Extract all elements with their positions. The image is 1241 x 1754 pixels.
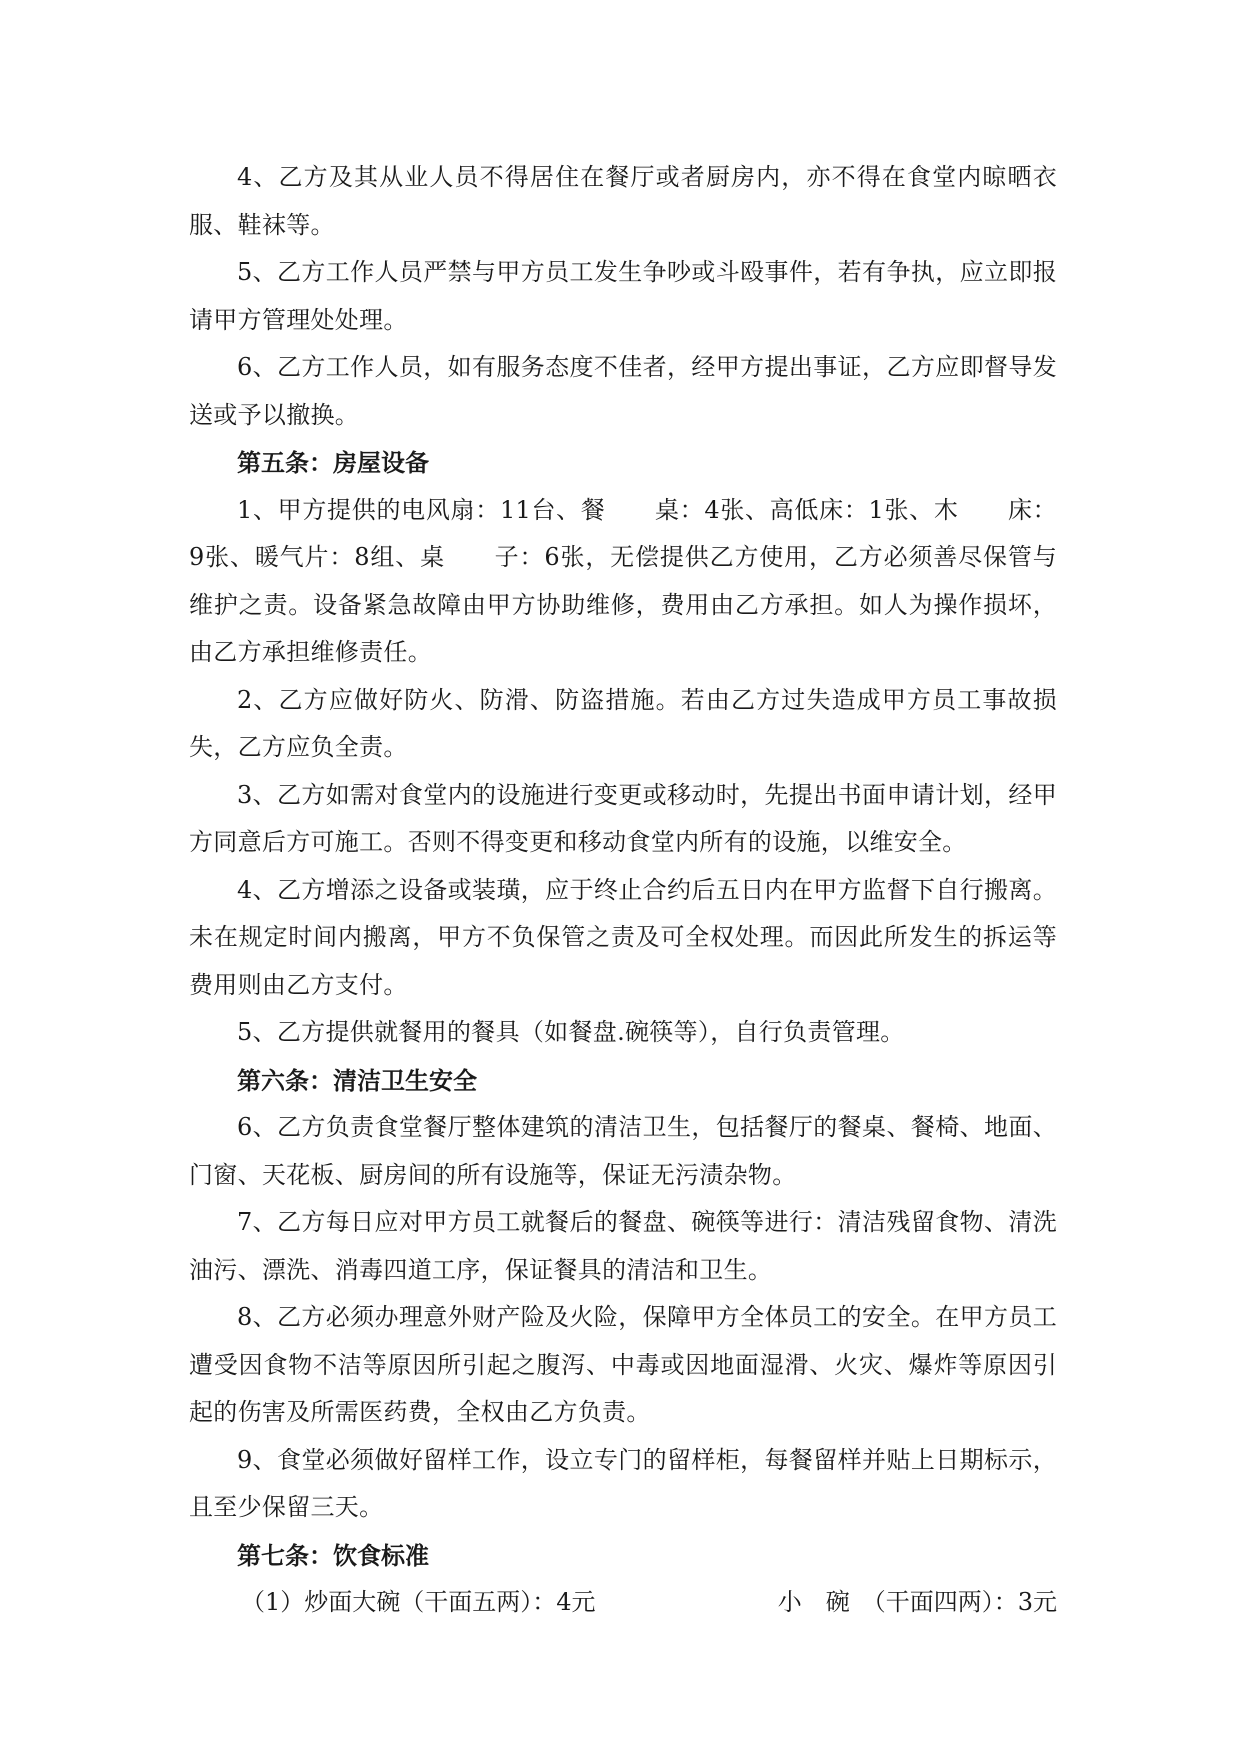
paragraph-4-residence: 4、乙方及其从业人员不得居住在餐厅或者厨房内，亦不得在食堂内晾晒衣服、鞋袜等。 <box>189 163 1057 239</box>
paragraph-1-equipment: 1、甲方提供的电风扇：11台、餐 桌：4张、高低床：1张、木 床：9张、暖气片：8组、桌 子：6张，无偿提供乙方使用，乙方必须善尽保管与维护之责。设备紧急故障由甲方协助维修，费用由乙方承担。如人为操作损坏，由乙方承担维修责任。 <box>189 495 1057 666</box>
paragraph-3-facility-changes: 3、乙方如需对食堂内的设施进行变更或移动时，先提出书面申请计划，经甲方同意后方可施工。否则不得变更和移动食堂内所有的设施，以维安全。 <box>189 780 1057 856</box>
paragraph-8-insurance: 8、乙方必须办理意外财产险及火险，保障甲方全体员工的安全。在甲方员工遭受因食物不洁等原因所引起之腹泻、中毒或因地面湿滑、火灾、爆炸等原因引起的伤害及所需医药费，全权由乙方负责。 <box>189 1303 1057 1426</box>
price-item-large-bowl: （1）炒面大碗（干面五两）：4元 <box>241 1588 596 1616</box>
section-heading-7: 第七条：饮食标准 <box>237 1540 429 1570</box>
paragraph-4-removal: 4、乙方增添之设备或装璜，应于终止合约后五日内在甲方监督下自行搬离。未在规定时间内搬离，甲方不负保管之责及可全权处理。而因此所发生的拆运等费用则由乙方支付。 <box>189 875 1057 999</box>
paragraph-9-food-samples: 9、食堂必须做好留样工作，设立专门的留样柜，每餐留样并贴上日期标示，且至少保留三天。 <box>189 1445 1057 1521</box>
section-heading-5: 第五条：房屋设备 <box>237 448 429 477</box>
paragraph-6-service-attitude: 6、乙方工作人员，如有服务态度不佳者，经甲方提出事证，乙方应即督导发送或予以撤换。 <box>189 353 1057 429</box>
paragraph-5-tableware: 5、乙方提供就餐用的餐具（如餐盘.碗筷等），自行负责管理。 <box>237 1018 905 1046</box>
paragraph-2-safety: 2、乙方应做好防火、防滑、防盗措施。若由乙方过失造成甲方员工事故损失，乙方应负全责。 <box>189 685 1057 761</box>
paragraph-6-cleaning: 6、乙方负责食堂餐厅整体建筑的清洁卫生，包括餐厅的餐桌、餐椅、地面、门窗、天花板、厨房间的所有设施等，保证无污渍杂物。 <box>189 1113 1057 1189</box>
price-item-row <box>189 1579 1057 1627</box>
section-heading-6: 第六条：清洁卫生安全 <box>237 1065 477 1095</box>
paragraph-5-disputes: 5、乙方工作人员严禁与甲方员工发生争吵或斗殴事件，若有争执，应立即报请甲方管理处处理。 <box>189 258 1057 334</box>
document-page <box>189 154 1057 1627</box>
price-item-small-bowl: 小 碗 （干面四两）：3元 <box>777 1588 1057 1616</box>
paragraph-7-dish-washing: 7、乙方每日应对甲方员工就餐后的餐盘、碗筷等进行：清洁残留食物、清洗油污、漂洗、消毒四道工序，保证餐具的清洁和卫生。 <box>189 1208 1057 1284</box>
